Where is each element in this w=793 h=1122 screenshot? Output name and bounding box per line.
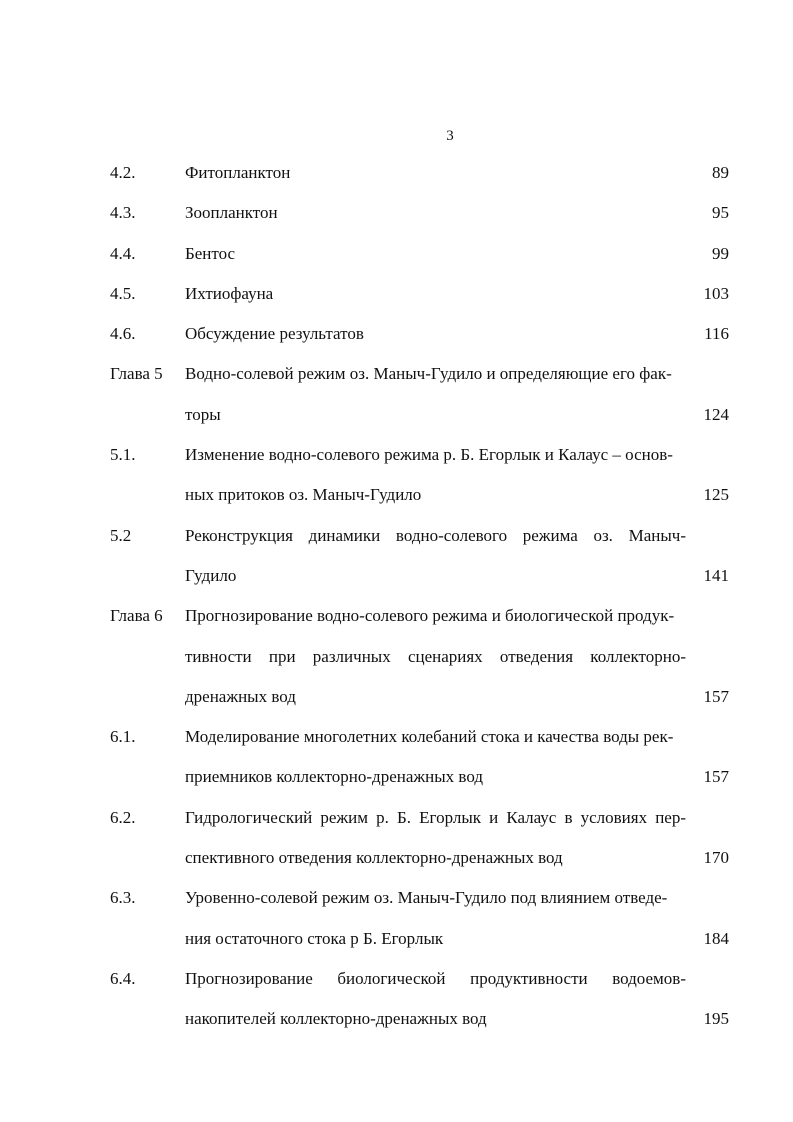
- toc-entry-4-6: [0, 321, 793, 361]
- toc-entry-4-4: [0, 241, 793, 281]
- toc-entry-number: 6.1.: [110, 727, 136, 747]
- toc-entry-page: 103: [703, 283, 729, 303]
- toc-entry-page: 116: [704, 324, 729, 344]
- toc-entry-4-2: [0, 160, 793, 200]
- toc-entry-number: 4.5.: [110, 283, 136, 303]
- toc-entry-number: 4.3.: [110, 203, 136, 223]
- toc-entry-page: 95: [712, 203, 729, 223]
- toc-entry-title-continued: Гудило: [185, 565, 237, 585]
- toc-entry-title: Обсуждение результатов: [185, 324, 364, 344]
- toc-entry-number: 5.2: [110, 525, 132, 545]
- toc-entry-title: Зоопланктон: [185, 203, 278, 223]
- toc-entry-6-3-cont: [0, 926, 793, 966]
- toc-entry-page: 89: [712, 163, 729, 182]
- toc-entry-5-2-cont: [0, 563, 793, 603]
- toc-entry-number: 4.2.: [110, 163, 136, 182]
- toc-entry-title: Уровенно-солевой режим оз. Маныч-Гудило под влиянием отведе-: [185, 888, 668, 908]
- table-of-contents: [0, 160, 793, 1047]
- toc-entry-page: 124: [703, 404, 729, 424]
- toc-entry-title: Гидрологический режим р. Б. Егорлык и Калаус в условиях пер-: [185, 807, 686, 827]
- toc-entry-number: 5.1.: [110, 445, 136, 465]
- toc-entry-title: Прогнозирование водно-солевого режима и биологической продук-: [185, 606, 675, 626]
- toc-entry-title: Бентос: [185, 243, 236, 263]
- toc-entry-page: 99: [712, 243, 729, 263]
- toc-entry-4-3: [0, 200, 793, 240]
- toc-entry-title: Моделирование многолетних колебаний стока и качества воды рек-: [185, 727, 674, 747]
- toc-entry-page: 141: [703, 565, 729, 585]
- toc-entry-title-continued: накопителей коллекторно-дренажных вод: [185, 1009, 487, 1029]
- toc-entry-title: Изменение водно-солевого режима р. Б. Егорлык и Калаус – основ-: [185, 445, 673, 465]
- toc-entry-title-continued: приемников коллекторно-дренажных вод: [185, 767, 483, 787]
- toc-entry-chapter-5: [0, 361, 793, 401]
- toc-entry-title-continued: ния остаточного стока р Б. Егорлык: [185, 928, 444, 948]
- toc-entry-number: 6.4.: [110, 968, 136, 988]
- toc-entry-title: Фитопланктон: [185, 163, 291, 182]
- toc-entry-title-continued: тивности при различных сценариях отведения коллекторно-: [185, 646, 686, 666]
- toc-entry-number: 4.4.: [110, 243, 136, 263]
- toc-entry-6-4-cont: [0, 1006, 793, 1046]
- toc-entry-number: 6.2.: [110, 807, 136, 827]
- toc-entry-title-continued: ных притоков оз. Маныч-Гудило: [185, 485, 422, 505]
- toc-entry-chapter-6-cont-1: [0, 644, 793, 684]
- toc-entry-chapter-6-cont-2: [0, 684, 793, 724]
- toc-entry-6-2: [0, 805, 793, 845]
- toc-entry-title: Реконструкция динамики водно-солевого режима оз. Маныч-: [185, 525, 686, 545]
- toc-entry-chapter-5-cont: [0, 402, 793, 442]
- toc-entry-6-2-cont: [0, 845, 793, 885]
- toc-entry-chapter-6: [0, 603, 793, 643]
- toc-entry-number: 6.3.: [110, 888, 136, 908]
- toc-entry-5-2: [0, 523, 793, 563]
- toc-entry-title: Водно-солевой режим оз. Маныч-Гудило и определяющие его фак-: [185, 364, 672, 384]
- toc-entry-title-continued: дренажных вод: [185, 686, 296, 706]
- toc-entry-page: 184: [703, 928, 729, 948]
- toc-entry-6-3: [0, 885, 793, 925]
- toc-entry-page: 157: [703, 686, 729, 706]
- toc-entry-6-4: [0, 966, 793, 1006]
- toc-entry-page: 125: [703, 485, 729, 505]
- toc-entry-title: Ихтиофауна: [185, 283, 274, 303]
- toc-entry-title-continued: спективного отведения коллекторно-дренажных вод: [185, 848, 563, 868]
- toc-entry-5-1: [0, 442, 793, 482]
- toc-entry-6-1-cont: [0, 764, 793, 804]
- page-number: 3: [446, 128, 454, 144]
- toc-entry-5-1-cont: [0, 482, 793, 522]
- toc-entry-number: Глава 5: [110, 364, 163, 384]
- toc-entry-number: Глава 6: [110, 606, 163, 626]
- toc-entry-4-5: [0, 281, 793, 321]
- toc-entry-page: 195: [703, 1009, 729, 1029]
- toc-entry-title-continued: торы: [185, 404, 221, 424]
- toc-entry-page: 157: [703, 767, 729, 787]
- toc-entry-number: 4.6.: [110, 324, 136, 344]
- toc-entry-6-1: [0, 724, 793, 764]
- toc-entry-page: 170: [703, 848, 729, 868]
- toc-entry-title: Прогнозирование биологической продуктивности водоемов-: [185, 968, 686, 988]
